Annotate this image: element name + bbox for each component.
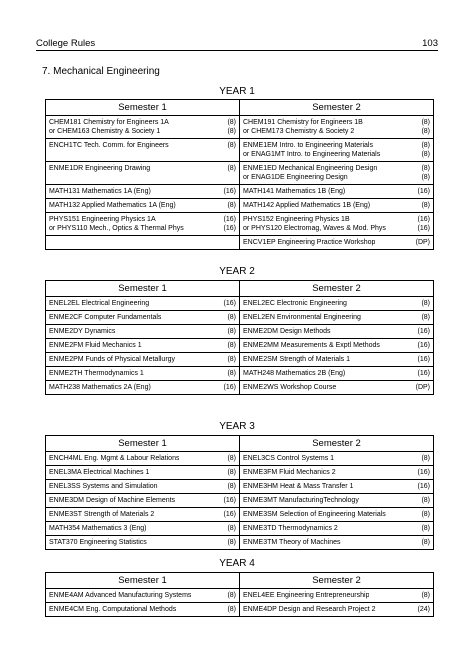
year-heading: YEAR 4 (219, 558, 255, 569)
course-credits: (16) (223, 225, 236, 232)
course-name: CHEM181 Chemistry for Engineers 1A (49, 119, 169, 126)
course-credits: (8) (227, 314, 236, 321)
semester-2-cell (240, 589, 434, 603)
course-name: ENME3SM Selection of Engineering Materials (243, 511, 386, 518)
course-entry (243, 127, 430, 136)
semester-1-header: Semester 1 (46, 436, 240, 452)
semester-1-cell (46, 589, 240, 603)
semester-1-cell (46, 213, 240, 236)
course-name: ENME3TM Theory of Machines (243, 539, 341, 546)
course-entry (49, 524, 236, 533)
semester-table (45, 280, 434, 395)
course-row (46, 199, 434, 213)
course-name: ENME2DY Dynamics (49, 328, 116, 335)
semester-1-cell (46, 162, 240, 185)
semester-1-cell (46, 508, 240, 522)
semester-1-cell (46, 199, 240, 213)
semester-1-header: Semester 1 (46, 281, 240, 297)
semester-2-cell (240, 199, 434, 213)
course-entry (49, 591, 236, 600)
course-row (46, 452, 434, 466)
course-credits: (8) (227, 370, 236, 377)
semester-1-cell (46, 480, 240, 494)
semester-1-cell (46, 381, 240, 395)
course-credits: (8) (421, 300, 430, 307)
course-credits: (8) (421, 165, 430, 172)
semester-table (45, 99, 434, 250)
semester-1-cell (46, 139, 240, 162)
course-credits: (8) (421, 455, 430, 462)
course-name: ENME1EM Intro. to Engineering Materials (243, 142, 373, 149)
course-name: ENME2MM Measurements & Exptl Methods (243, 342, 380, 349)
course-name: ENCH1TC Tech. Comm. for Engineers (49, 142, 169, 149)
course-name: MATH141 Mathematics 1B (Eng) (243, 188, 346, 195)
course-credits: (24) (417, 606, 430, 613)
course-credits: (8) (421, 511, 430, 518)
course-entry (243, 538, 430, 547)
course-name: PHYS152 Engineering Physics 1B (243, 216, 350, 223)
course-name: MATH142 Applied Mathematics 1B (Eng) (243, 202, 371, 209)
course-name: ENME1DR Engineering Drawing (49, 165, 151, 172)
course-entry (243, 215, 430, 224)
course-row (46, 139, 434, 162)
course-name: PHYS151 Engineering Physics 1A (49, 216, 156, 223)
semester-2-cell (240, 480, 434, 494)
semester-2-cell (240, 508, 434, 522)
course-credits: (8) (421, 128, 430, 135)
semester-1-header: Semester 1 (46, 100, 240, 116)
course-credits: (16) (417, 469, 430, 476)
course-name: MATH238 Mathematics 2A (Eng) (49, 384, 151, 391)
course-entry (49, 482, 236, 491)
course-entry (49, 127, 236, 136)
course-credits: (8) (227, 202, 236, 209)
course-credits: (16) (417, 225, 430, 232)
course-credits: (8) (421, 119, 430, 126)
course-credits: (16) (417, 356, 430, 363)
course-entry (49, 355, 236, 364)
semester-1-cell (46, 494, 240, 508)
semester-2-cell (240, 353, 434, 367)
course-credits: (16) (223, 384, 236, 391)
semester-1-cell (46, 603, 240, 617)
course-name: MATH132 Applied Mathematics 1A (Eng) (49, 202, 176, 209)
course-row (46, 536, 434, 550)
semester-1-cell (46, 297, 240, 311)
semester-header-row (46, 281, 434, 297)
course-row (46, 311, 434, 325)
course-row (46, 339, 434, 353)
course-entry (243, 224, 430, 233)
semester-1-cell (46, 536, 240, 550)
course-row (46, 353, 434, 367)
course-name: ENME3DM Design of Machine Elements (49, 497, 176, 504)
course-credits: (8) (227, 356, 236, 363)
course-name: ENME3ST Strength of Materials 2 (49, 511, 155, 518)
semester-1-cell (46, 311, 240, 325)
course-credits: (16) (417, 188, 430, 195)
semester-1-cell (46, 466, 240, 480)
semester-2-cell (240, 162, 434, 185)
course-credits: (8) (421, 497, 430, 504)
course-name: or CHEM173 Chemistry & Society 2 (243, 128, 355, 135)
course-name: ENME2PM Funds of Physical Metallurgy (49, 356, 176, 363)
course-row (46, 480, 434, 494)
course-name: ENME2FM Fluid Mechanics 1 (49, 342, 142, 349)
year-heading: YEAR 3 (219, 421, 255, 432)
header-title: College Rules (36, 38, 96, 49)
course-entry (49, 468, 236, 477)
course-name: ENME4DP Design and Research Project 2 (243, 606, 376, 613)
course-credits: (8) (421, 592, 430, 599)
semester-table (45, 435, 434, 550)
course-entry (243, 238, 430, 247)
course-entry (49, 510, 236, 519)
course-name: ENME2WS Workshop Course (243, 384, 337, 391)
course-credits: (16) (223, 497, 236, 504)
course-row (46, 381, 434, 395)
semester-header-row (46, 100, 434, 116)
course-entry (243, 369, 430, 378)
course-name: or CHEM163 Chemistry & Society 1 (49, 128, 161, 135)
semester-2-cell (240, 603, 434, 617)
course-credits: (16) (223, 216, 236, 223)
course-credits: (8) (421, 314, 430, 321)
semester-1-cell (46, 185, 240, 199)
course-name: MATH354 Mathematics 3 (Eng) (49, 525, 147, 532)
course-name: ENME2CF Computer Fundamentals (49, 314, 162, 321)
course-entry (49, 141, 236, 150)
course-credits: (16) (223, 511, 236, 518)
course-name: CHEM191 Chemistry for Engineers 1B (243, 119, 363, 126)
course-entry (243, 299, 430, 308)
semester-1-cell (46, 522, 240, 536)
course-row (46, 522, 434, 536)
semester-2-cell (240, 325, 434, 339)
course-credits: (8) (227, 128, 236, 135)
course-entry (243, 383, 430, 392)
course-name: ENEL2EL Electrical Engineering (49, 300, 150, 307)
course-name: ENEL2EC Electronic Engineering (243, 300, 347, 307)
semester-2-cell (240, 381, 434, 395)
course-row (46, 466, 434, 480)
course-name: ENME4AM Advanced Manufacturing Systems (49, 592, 192, 599)
course-entry (49, 383, 236, 392)
course-row (46, 367, 434, 381)
semester-2-cell (240, 297, 434, 311)
course-entry (243, 468, 430, 477)
semester-1-cell (46, 325, 240, 339)
course-credits: (8) (227, 525, 236, 532)
semester-1-cell (46, 353, 240, 367)
semester-1-cell (46, 367, 240, 381)
semester-2-cell (240, 536, 434, 550)
course-name: or PHYS120 Electromag, Waves & Mod. Phys (243, 225, 386, 232)
course-entry (49, 118, 236, 127)
course-credits: (8) (227, 119, 236, 126)
page-number: 103 (422, 38, 438, 49)
course-entry (49, 369, 236, 378)
course-credits: (8) (227, 342, 236, 349)
semester-1-cell (46, 339, 240, 353)
semester-2-cell (240, 311, 434, 325)
semester-2-header: Semester 2 (240, 281, 434, 297)
course-entry (243, 173, 430, 182)
course-name: ENCH4ML Eng. Mgmt & Labour Relations (49, 455, 180, 462)
course-credits: (16) (417, 342, 430, 349)
course-row (46, 494, 434, 508)
course-name: ENEL2EN Environmental Engineering (243, 314, 361, 321)
course-credits: (16) (223, 300, 236, 307)
course-entry (49, 224, 236, 233)
semester-2-header: Semester 2 (240, 100, 434, 116)
course-entry (243, 510, 430, 519)
course-credits: (16) (417, 216, 430, 223)
semester-1-cell (46, 236, 240, 250)
course-credits: (8) (227, 483, 236, 490)
year-heading: YEAR 1 (219, 86, 255, 97)
course-credits: (DP) (415, 384, 430, 391)
course-entry (49, 299, 236, 308)
course-name: ENME2SM Strength of Materials 1 (243, 356, 350, 363)
semester-2-cell (240, 139, 434, 162)
course-entry (243, 524, 430, 533)
course-name: or PHYS110 Mech., Optics & Thermal Phys (49, 225, 184, 232)
course-name: ENME3MT ManufacturingTechnology (243, 497, 359, 504)
course-entry (243, 454, 430, 463)
semester-2-cell (240, 522, 434, 536)
course-entry (243, 341, 430, 350)
course-entry (243, 313, 430, 322)
semester-2-cell (240, 452, 434, 466)
course-entry (243, 482, 430, 491)
course-row (46, 508, 434, 522)
course-row (46, 603, 434, 617)
course-row (46, 185, 434, 199)
course-name: ENEL3MA Electrical Machines 1 (49, 469, 150, 476)
course-name: ENME4CM Eng. Computational Methods (49, 606, 177, 613)
course-name: ENME2TH Thermodynamics 1 (49, 370, 144, 377)
course-entry (49, 605, 236, 614)
course-credits: (8) (227, 592, 236, 599)
course-name: ENME1ED Mechanical Engineering Design (243, 165, 378, 172)
semester-1-header: Semester 1 (46, 573, 240, 589)
course-name: ENEL4EE Engineering Entrepreneurship (243, 592, 370, 599)
course-credits: (8) (421, 202, 430, 209)
course-entry (243, 327, 430, 336)
course-credits: (8) (227, 539, 236, 546)
semester-2-cell (240, 213, 434, 236)
section-title: 7. Mechanical Engineering (42, 66, 160, 77)
year-heading: YEAR 2 (219, 266, 255, 277)
course-entry (243, 201, 430, 210)
course-entry (243, 591, 430, 600)
course-credits: (8) (227, 469, 236, 476)
course-entry (49, 187, 236, 196)
course-entry (243, 496, 430, 505)
course-credits: (16) (417, 370, 430, 377)
course-name: ENEL3SS Systems and Simulation (49, 483, 158, 490)
course-name: ENME3FM Fluid Mechanics 2 (243, 469, 336, 476)
semester-2-cell (240, 339, 434, 353)
semester-2-cell (240, 367, 434, 381)
course-entry (49, 341, 236, 350)
course-name: ENME2DM Design Methods (243, 328, 331, 335)
course-entry (49, 496, 236, 505)
course-entry (243, 187, 430, 196)
course-credits: (8) (227, 606, 236, 613)
semester-table (45, 572, 434, 617)
course-credits: (8) (421, 142, 430, 149)
course-name: ENME3TD Thermodynamics 2 (243, 525, 338, 532)
course-entry (243, 355, 430, 364)
course-name: MATH248 Mathematics 2B (Eng) (243, 370, 346, 377)
semester-1-cell (46, 452, 240, 466)
course-row (46, 325, 434, 339)
course-name: ENEL3CS Control Systems 1 (243, 455, 335, 462)
course-row (46, 116, 434, 139)
course-entry (49, 215, 236, 224)
course-credits: (8) (227, 455, 236, 462)
semester-2-cell (240, 494, 434, 508)
course-entry (49, 164, 236, 173)
course-credits: (8) (227, 328, 236, 335)
course-entry (49, 201, 236, 210)
course-credits: (8) (421, 525, 430, 532)
course-credits: (16) (417, 328, 430, 335)
course-name: MATH131 Mathematics 1A (Eng) (49, 188, 151, 195)
course-credits: (DP) (415, 239, 430, 246)
course-credits: (8) (227, 165, 236, 172)
course-row (46, 213, 434, 236)
semester-2-cell (240, 185, 434, 199)
course-entry (243, 605, 430, 614)
semester-2-header: Semester 2 (240, 573, 434, 589)
semester-2-cell (240, 466, 434, 480)
course-row (46, 236, 434, 250)
course-entry (243, 164, 430, 173)
semester-2-header: Semester 2 (240, 436, 434, 452)
course-row (46, 162, 434, 185)
semester-2-cell (240, 236, 434, 250)
course-name: ENME3HM Heat & Mass Transfer 1 (243, 483, 354, 490)
course-name: or ENAG1MT Intro. to Engineering Materials (243, 151, 381, 158)
course-credits: (16) (223, 188, 236, 195)
course-credits: (8) (227, 142, 236, 149)
semester-header-row (46, 573, 434, 589)
course-entry (243, 150, 430, 159)
course-row (46, 297, 434, 311)
course-entry (49, 454, 236, 463)
semester-header-row (46, 436, 434, 452)
course-credits: (8) (421, 174, 430, 181)
course-name: ENCV1EP Engineering Practice Workshop (243, 239, 376, 246)
course-entry (49, 327, 236, 336)
semester-2-cell (240, 116, 434, 139)
course-entry (49, 538, 236, 547)
course-credits: (8) (421, 151, 430, 158)
course-credits: (16) (417, 483, 430, 490)
course-entry (243, 118, 430, 127)
course-entry (49, 313, 236, 322)
course-name: STAT370 Engineering Statistics (49, 539, 147, 546)
course-name: or ENAG1DE Engineering Design (243, 174, 348, 181)
running-header (36, 38, 438, 51)
course-credits: (8) (421, 539, 430, 546)
course-entry (243, 141, 430, 150)
course-row (46, 589, 434, 603)
semester-1-cell (46, 116, 240, 139)
